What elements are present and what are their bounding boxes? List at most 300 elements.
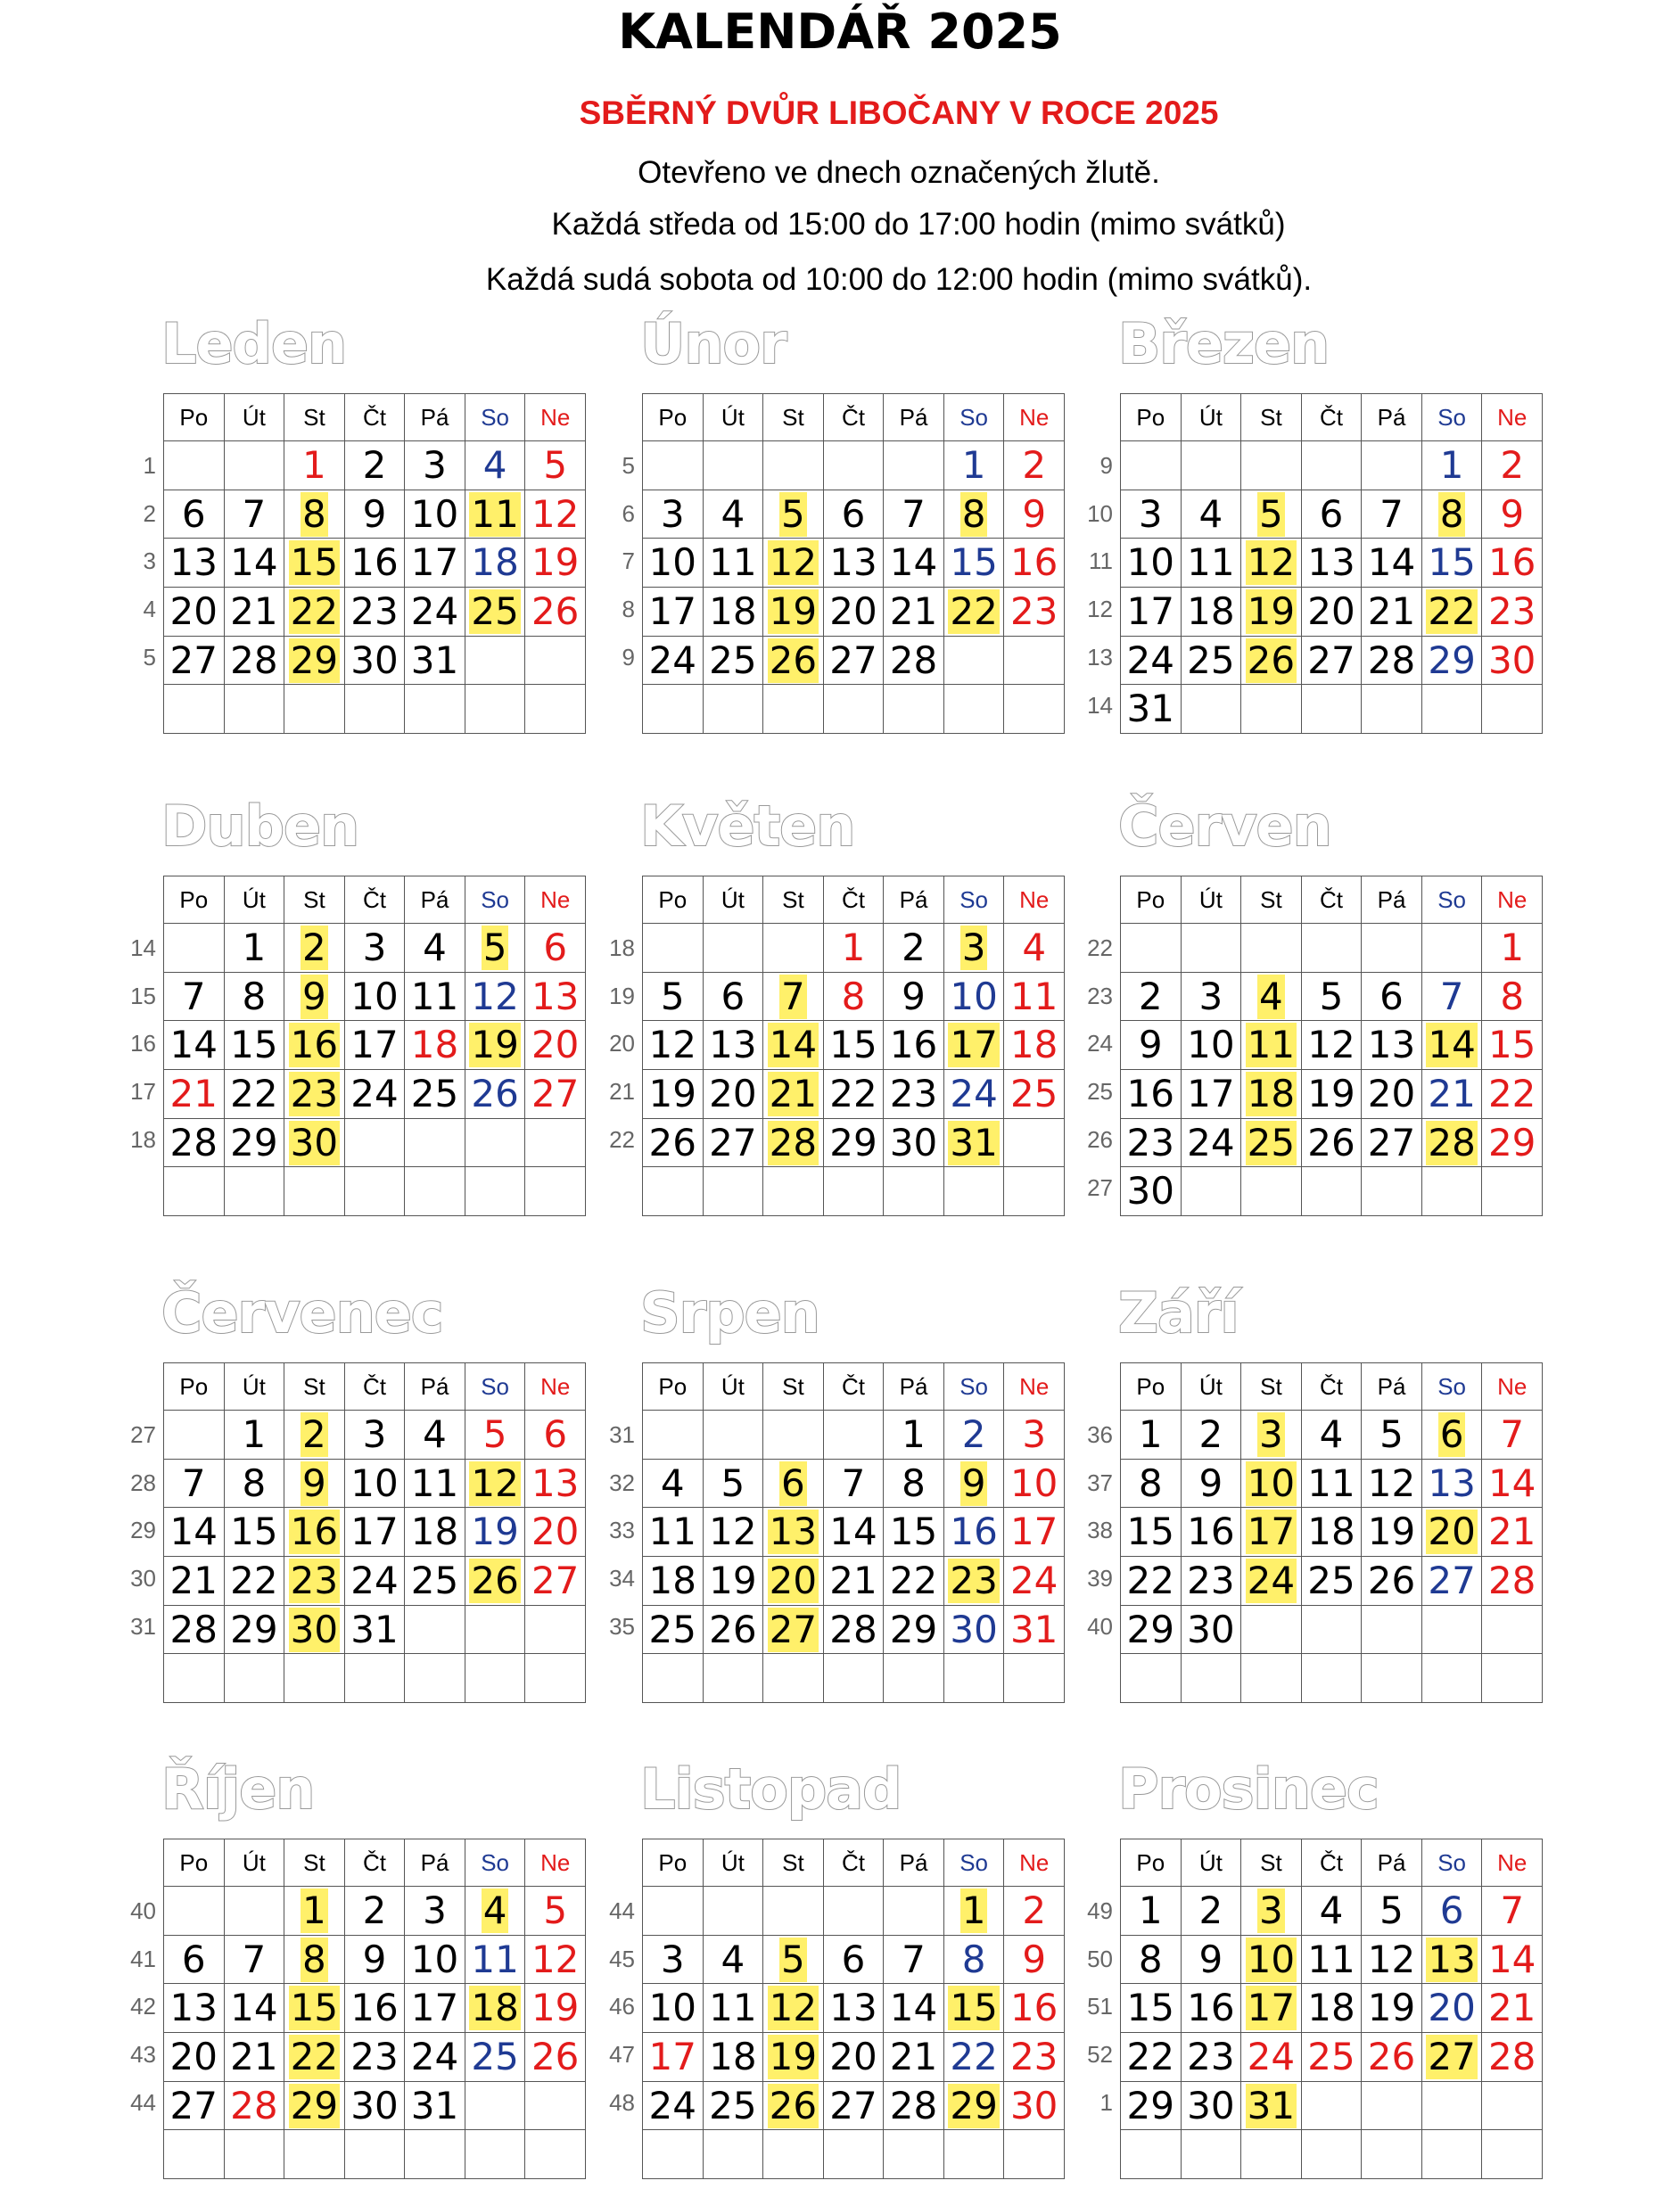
weekday-header-row [164,1839,586,1887]
day-cell [525,636,586,685]
day-cell [703,1167,763,1216]
weekday-label: St [284,394,345,441]
day-cell [1421,1411,1482,1460]
day-cell [1482,1984,1543,2033]
day-cell [1241,972,1302,1021]
day-number: 9 [1022,491,1047,536]
open-day-number: 21 [769,1071,818,1115]
week-number: 22 [1087,934,1113,961]
day-cell [164,1118,225,1167]
weekday-label: Po [643,394,704,441]
day-number: 25 [709,2083,757,2127]
day-cell [943,2081,1004,2130]
day-cell [164,972,225,1021]
month-name: Únor [640,311,786,376]
day-number: 27 [169,638,218,682]
day-number: 22 [950,2034,998,2078]
weekday-label: St [1241,876,1302,924]
day-cell [884,1557,944,1606]
day-cell [823,1935,884,1984]
day-number: 2 [961,1411,986,1456]
day-cell [1241,2130,1302,2179]
day-cell [344,1654,405,1703]
day-cell [1301,1411,1362,1460]
day-cell [703,924,763,973]
day-number: 5 [1319,974,1344,1018]
day-cell [884,588,944,637]
week-number: 34 [609,1565,635,1592]
week-row [1121,972,1543,1021]
day-cell [643,490,704,539]
day-cell [1181,1411,1241,1460]
day-cell [703,539,763,588]
weekday-header-row [1121,394,1543,441]
day-cell [525,1411,586,1460]
day-number: 6 [1319,491,1344,536]
week-number: 2 [143,499,156,527]
day-number: 21 [1487,1986,1536,2030]
day-cell [525,441,586,490]
day-cell [763,1118,824,1167]
weekday-label: Po [1121,1363,1182,1411]
open-day-number: 6 [1439,1411,1464,1456]
day-number: 6 [543,925,568,969]
day-number: 16 [1009,1986,1058,2030]
day-cell [943,924,1004,973]
day-number: 11 [1307,1937,1355,1981]
day-cell [703,685,763,734]
day-cell [224,636,284,685]
day-number: 14 [1487,1937,1536,1981]
day-cell [1421,1021,1482,1070]
open-day-number: 27 [769,1607,818,1651]
day-cell [224,1459,284,1508]
day-cell [763,636,824,685]
day-cell [405,1070,465,1119]
day-cell [405,588,465,637]
day-cell [1421,2081,1482,2130]
day-cell [1181,1605,1241,1654]
day-cell [405,2130,465,2179]
open-day-number: 16 [290,1510,339,1554]
day-number: 30 [1126,1169,1174,1214]
day-number: 3 [1138,491,1163,536]
day-cell [643,2081,704,2130]
open-day-number: 27 [1428,2034,1476,2078]
day-number: 5 [660,974,685,1018]
day-cell [525,1167,586,1216]
day-cell [224,1167,284,1216]
day-cell [943,972,1004,1021]
month-grid [642,1839,1065,2179]
day-number: 18 [1009,1023,1058,1067]
day-cell [164,2130,225,2179]
week-row [164,2081,586,2130]
day-cell [1004,685,1065,734]
day-number: 8 [841,974,866,1018]
week-row [1121,2033,1543,2082]
day-cell [405,2033,465,2082]
open-day-number: 15 [950,1986,998,2030]
open-day-number: 7 [781,974,805,1018]
day-number: 26 [648,1120,696,1164]
week-number: 18 [130,1125,156,1153]
day-cell [164,1605,225,1654]
week-row [164,2033,586,2082]
day-number: 3 [423,1888,447,1932]
day-number: 10 [350,1461,399,1505]
week-row [643,1070,1065,1119]
day-cell [1121,588,1182,637]
day-number: 2 [1198,1411,1223,1456]
week-row [164,1605,586,1654]
day-cell [1181,972,1241,1021]
day-cell [1181,924,1241,973]
day-cell [465,441,525,490]
day-cell [884,1605,944,1654]
day-cell [1421,1508,1482,1557]
day-cell [284,1887,345,1936]
weekday-label: St [284,1839,345,1887]
day-cell [465,2130,525,2179]
day-cell [224,924,284,973]
week-number: 16 [130,1030,156,1057]
day-number: 25 [1009,1071,1058,1115]
day-number: 23 [1126,1120,1174,1164]
open-day-number: 11 [1247,1023,1296,1067]
open-day-number: 29 [290,2083,339,2127]
day-cell [164,2081,225,2130]
day-number: 23 [1487,588,1536,633]
day-cell [763,1887,824,1936]
week-row [164,1021,586,1070]
day-number: 19 [709,1558,757,1602]
week-row [1121,1070,1543,1119]
week-row [164,588,586,637]
day-number: 24 [350,1558,399,1602]
day-number: 10 [1126,540,1174,585]
day-cell [465,1070,525,1119]
day-cell [1121,1605,1182,1654]
day-number: 19 [1307,1071,1355,1115]
day-cell [1482,2130,1543,2179]
week-number: 40 [1087,1612,1113,1640]
day-number: 23 [1009,588,1058,633]
day-cell [1482,1605,1543,1654]
day-number: 22 [1126,1558,1174,1602]
day-cell [525,490,586,539]
day-number: 21 [169,1558,218,1602]
weekday-header-row [643,1363,1065,1411]
day-cell [1004,1887,1065,1936]
day-cell [1004,2033,1065,2082]
day-cell [344,685,405,734]
day-cell [405,2081,465,2130]
day-cell [884,1935,944,1984]
day-number: 17 [1009,1510,1058,1554]
day-cell [763,1935,824,1984]
day-number: 25 [410,1558,459,1602]
weekday-label: Po [1121,876,1182,924]
open-day-number: 19 [1247,588,1296,633]
day-number: 27 [1428,1558,1476,1602]
day-number: 8 [902,1461,926,1505]
day-number: 24 [1126,638,1174,682]
weekday-label: Út [703,1363,763,1411]
day-cell [224,490,284,539]
weekday-label: Pá [1362,394,1422,441]
week-row [1121,1935,1543,1984]
day-cell [943,1887,1004,1936]
day-cell [1362,1654,1422,1703]
day-cell [405,490,465,539]
day-cell [703,1118,763,1167]
day-cell [1421,588,1482,637]
week-row [164,1887,586,1936]
day-cell [1241,1508,1302,1557]
day-cell [344,1605,405,1654]
weekday-label: Pá [405,1363,465,1411]
day-cell [1421,1118,1482,1167]
day-cell [224,539,284,588]
day-number: 24 [410,588,459,633]
day-cell [284,685,345,734]
day-cell [703,972,763,1021]
day-cell [164,490,225,539]
open-day-number: 26 [1247,638,1296,682]
day-cell [643,1459,704,1508]
day-cell [224,1935,284,1984]
day-cell [703,1070,763,1119]
day-cell [284,1557,345,1606]
weekday-label: Ne [525,1363,586,1411]
day-cell [1004,924,1065,973]
open-day-number: 2 [302,1411,326,1456]
day-number: 15 [230,1023,278,1067]
day-cell [1301,685,1362,734]
day-number: 28 [169,1120,218,1164]
day-cell [405,1459,465,1508]
week-number: 22 [609,1125,635,1153]
weekday-label: So [465,1839,525,1887]
week-number: 46 [609,1993,635,2020]
day-cell [465,2081,525,2130]
day-number: 1 [1500,925,1525,969]
day-cell [1362,924,1422,973]
weekday-label: Čt [1301,1839,1362,1887]
open-day-number: 12 [769,1986,818,2030]
day-cell [405,972,465,1021]
open-day-number: 15 [290,1986,339,2030]
week-number: 9 [622,643,635,671]
day-number: 14 [230,1986,278,2030]
day-number: 30 [1009,2083,1058,2127]
day-cell [1004,2130,1065,2179]
day-cell [643,1935,704,1984]
day-cell [405,1508,465,1557]
day-cell [1121,636,1182,685]
day-cell [344,2081,405,2130]
open-day-number: 28 [1428,1120,1476,1164]
day-cell [284,588,345,637]
day-number: 22 [829,1071,877,1115]
weekday-label: So [1421,394,1482,441]
day-cell [703,636,763,685]
day-number: 22 [230,1071,278,1115]
weekday-label: Čt [1301,1363,1362,1411]
weekday-label: Út [1181,1363,1241,1411]
day-cell [224,441,284,490]
day-cell [1121,1167,1182,1216]
day-cell [1301,1459,1362,1508]
day-number: 11 [1187,540,1235,585]
weekday-label: Ne [1482,876,1543,924]
day-number: 2 [1138,974,1163,1018]
day-cell [943,1654,1004,1703]
open-day-number: 8 [302,1937,326,1981]
day-cell [465,636,525,685]
weekday-header-row [1121,1363,1543,1411]
day-cell [1301,1935,1362,1984]
day-cell [884,1070,944,1119]
week-number: 39 [1087,1565,1113,1592]
weekday-label: Čt [1301,876,1362,924]
open-day-number: 8 [961,491,986,536]
week-number: 28 [130,1469,156,1496]
day-cell [1181,1118,1241,1167]
day-number: 13 [709,1023,757,1067]
day-number: 18 [709,2034,757,2078]
day-number: 1 [902,1411,926,1456]
day-number: 29 [829,1120,877,1164]
day-number: 30 [350,638,399,682]
day-cell [525,2033,586,2082]
day-cell [763,685,824,734]
week-row [643,1654,1065,1703]
week-row [1121,1605,1543,1654]
week-row [1121,441,1543,490]
day-cell [1181,1070,1241,1119]
day-cell [703,1887,763,1936]
day-cell [943,685,1004,734]
day-number: 12 [531,1937,580,1981]
weekday-label: Ne [1004,876,1065,924]
open-day-number: 4 [482,1888,507,1932]
day-number: 5 [721,1461,745,1505]
open-day-number: 12 [1247,540,1296,585]
day-cell [943,1167,1004,1216]
day-number: 6 [543,1411,568,1456]
day-cell [1121,1118,1182,1167]
day-cell [164,636,225,685]
weekday-label: So [465,394,525,441]
day-number: 29 [230,1120,278,1164]
day-number: 5 [1379,1888,1404,1932]
day-cell [1121,1411,1182,1460]
day-number: 3 [660,1937,685,1981]
day-cell [1181,1557,1241,1606]
day-number: 27 [1307,638,1355,682]
day-cell [405,441,465,490]
day-number: 10 [410,1937,459,1981]
open-day-number: 23 [950,1558,998,1602]
weekday-label: Pá [884,1839,944,1887]
day-cell [643,588,704,637]
week-row [643,1508,1065,1557]
day-number: 14 [889,540,938,585]
week-number: 19 [609,982,635,1009]
day-cell [1121,685,1182,734]
week-number: 26 [1087,1125,1113,1153]
day-number: 12 [1367,1937,1416,1981]
week-row [164,1070,586,1119]
day-cell [943,1459,1004,1508]
day-cell [224,1887,284,1936]
day-cell [1181,1984,1241,2033]
day-number: 28 [889,638,938,682]
day-number: 23 [350,2034,399,2078]
day-cell [525,539,586,588]
day-number: 6 [721,974,745,1018]
week-row [643,2081,1065,2130]
day-number: 23 [1187,1558,1235,1602]
day-cell [344,1459,405,1508]
weekday-label: Po [164,1839,225,1887]
day-number: 13 [1307,540,1355,585]
open-day-number: 16 [290,1023,339,1067]
day-cell [943,1070,1004,1119]
day-number: 29 [230,1607,278,1651]
day-number: 25 [410,1071,459,1115]
day-cell [164,1557,225,1606]
day-cell [884,490,944,539]
day-cell [1121,539,1182,588]
day-cell [1482,1167,1543,1216]
day-cell [465,1887,525,1936]
week-number: 35 [609,1612,635,1640]
month-grid [163,876,586,1216]
day-cell [823,2130,884,2179]
day-cell [703,1654,763,1703]
day-cell [884,636,944,685]
weekday-label: Po [164,394,225,441]
open-day-number: 10 [1247,1937,1296,1981]
day-cell [1362,1557,1422,1606]
week-row [1121,2081,1543,2130]
week-number: 11 [1089,547,1113,575]
day-cell [525,1118,586,1167]
day-number: 29 [1126,1607,1174,1651]
day-cell [525,588,586,637]
open-day-number: 29 [950,2083,998,2127]
day-cell [465,1605,525,1654]
day-number: 19 [471,1510,519,1554]
weekday-label: St [1241,1363,1302,1411]
day-cell [1362,441,1422,490]
weekday-label: Pá [405,876,465,924]
day-number: 9 [1138,1023,1163,1067]
day-number: 18 [471,540,519,585]
day-cell [224,972,284,1021]
week-number: 4 [143,596,156,623]
day-cell [1121,1557,1182,1606]
day-number: 9 [1198,1461,1223,1505]
day-number: 14 [1367,540,1416,585]
week-number: 1 [1099,2088,1113,2116]
open-day-number: 23 [290,1071,339,1115]
week-row [643,636,1065,685]
day-cell [643,1118,704,1167]
